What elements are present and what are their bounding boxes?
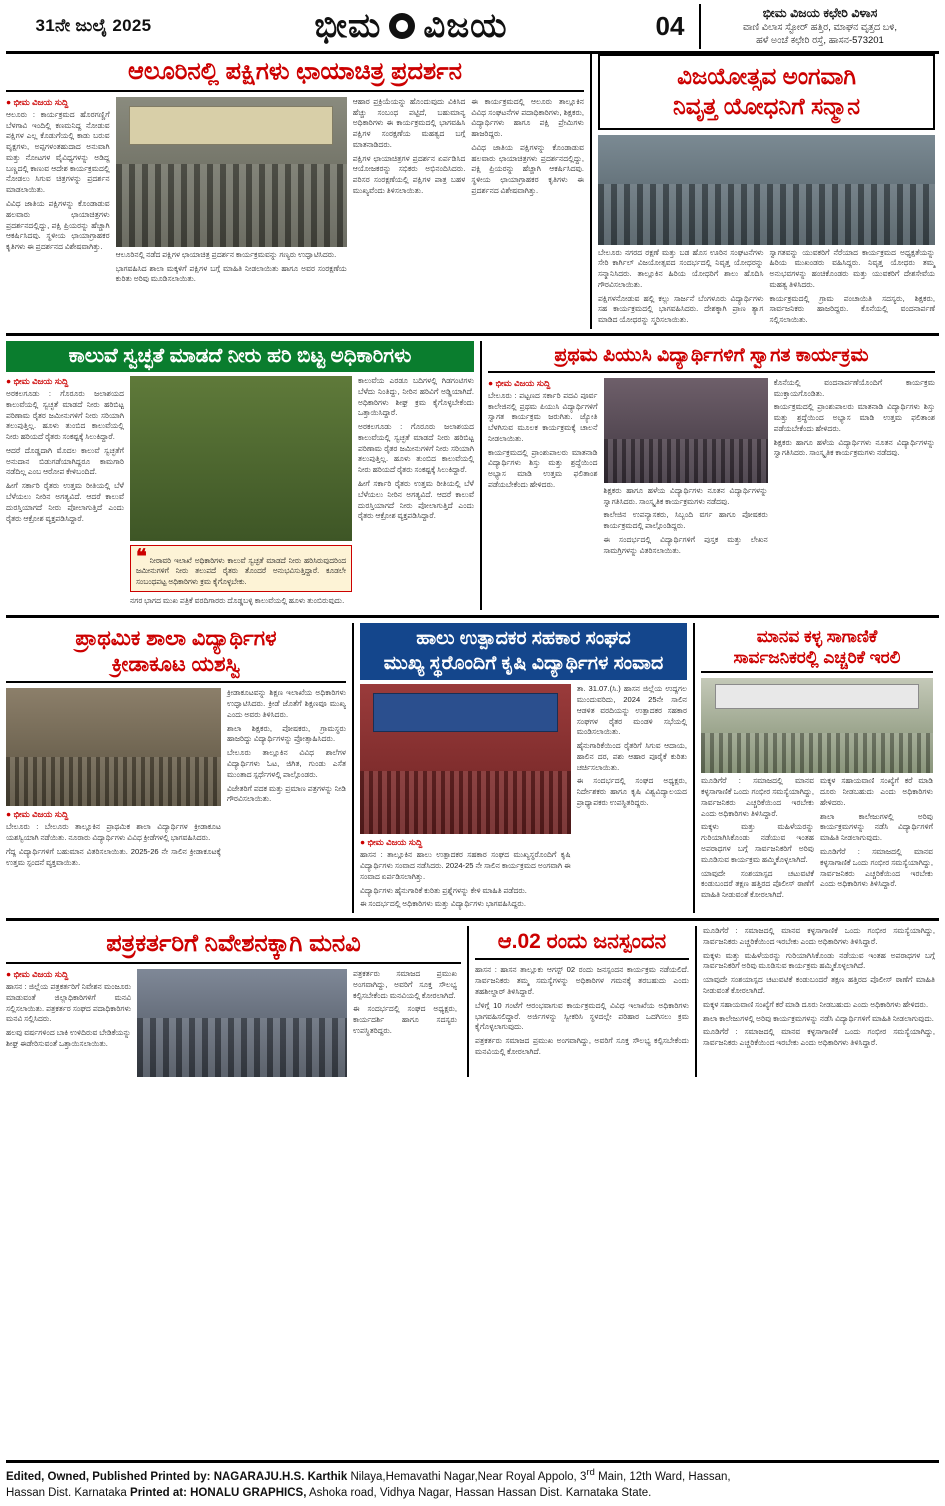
photo-awareness-banner (701, 678, 933, 773)
imprint-printer-name: HONALU GRAPHICS, (190, 1487, 307, 1500)
journalist-col-2 (137, 969, 347, 1077)
canal-para-1: ಅರಕಲಗೂಡು : ಗೊರೂರು ಜಲಾಶಯದ ಕಾಲುವೆಯಲ್ಲಿ ಸ್ವಚ್ಛತೆ ಮಾಡದೆ ನೀರು ಹರಿಬಿಟ್ಟ ಪರಿಣಾಮ ರೈತರ ಜಮೀನುಗಳಿಗೆ ನೀರು ಸರಿಯಾಗಿ ತಲುಪುತ್ತಿಲ್ಲ. ಹೂಳು ತುಂಬಿದ ಕಾಲುವೆಯಲ್ಲಿ ನೀರು ಹರಿಯದೆ ರೈತರು ಸಂಕಷ್ಟಕ್ಕೆ ಸಿಲುಕಿದ್ದಾರೆ. (6, 389, 124, 442)
janaspandana-para-1: ಹಾಸನ : ಹಾಸನ ತಾಲ್ಲೂಕು ಆಗಸ್ಟ್ 02 ರಂದು ಜನಸ್ಪಂದನ ಕಾರ್ಯಕ್ರಮ ನಡೆಯಲಿದೆ. ಸಾರ್ವಜನಿಕರು ತಮ್ಮ ಸಮಸ್ಯೆಗಳನ್ನು ಅಧಿಕಾರಿಗಳ ಗಮನಕ್ಕೆ ತರಬಹುದು ಎಂದು ತಹಶೀಲ್ದಾರ್ ತಿಳಿಸಿದ್ದಾರೆ. (475, 965, 689, 996)
imprint-printer-addr: Ashoka road, Vidhya Nagar, Hassan Hassan Dist. Karnataka State. (308, 1487, 652, 1500)
headline-veteran (598, 54, 935, 130)
journalist-para-2: ಹಲವು ವರ್ಷಗಳಿಂದ ಬಾಕಿ ಉಳಿದಿರುವ ಬೇಡಿಕೆಯನ್ನು ಶೀಘ್ರ ಈಡೇರಿಸುವಂತೆ ಒತ್ತಾಯಿಸಲಾಯಿತು. (6, 1028, 131, 1049)
para-4: ಆಹಾರ ಪ್ರಕ್ರಿಯೆಯನ್ನು ಹೊಂದುವುದು ವಿಕಿಸಿದ ಹೆಚ್ಚು ಸಂಬಂಧ ಪಟ್ಟಿದೆ, ಬಹುಮಾನ್ಯ ಅಧಿಕಾರಿಗಳು ಈ ಕಾರ್ಯಕ್ರಮದಲ್ಲಿ ಭಾಗವಹಿಸಿ ಪಕ್ಷಿಗಳ ಸಂರಕ್ಷಣೆಯ ಮಹತ್ವದ ಬಗ್ಗೆ ಮಾತನಾಡಿದರು. (352, 96, 466, 149)
dairy-para-4: ಹೈನುಗಾರಿಕೆಯಿಂದ ರೈತರಿಗೆ ಸಿಗುವ ಆದಾಯ, ಹಾಲಿನ ದರ, ಪಶು ಆಹಾರ ಪೂರೈಕೆ ಕುರಿತು ಚರ್ಚಿಸಲಾಯಿತು. (576, 741, 687, 772)
canal-col-3 (358, 376, 474, 610)
trafficking-continued (695, 926, 935, 1077)
row-top (6, 54, 939, 336)
page-number: 04 (655, 10, 685, 41)
story-janaspandana (467, 926, 689, 1077)
photo-school-sports-meet (6, 688, 221, 806)
story-col-2 (116, 97, 347, 288)
headline-veteran-line1: ವಿಜಯೋತ್ಸವ ಅಂಗವಾಗಿ (677, 62, 856, 89)
headline-dairy-line2: ಮುಖ್ಯ ಸ್ಥರೊಂದಿಗೆ ಕೃಷಿ ವಿದ್ಯಾರ್ಥಿಗಳ ಸಂವಾದ (383, 652, 664, 674)
photo-veteran-felicitation (598, 135, 935, 245)
row-middle (6, 336, 939, 618)
trafficking-col-2 (820, 776, 933, 904)
journalist-col-1 (6, 969, 131, 1077)
veteran-col-2 (770, 248, 936, 329)
imprint-published-by: Published Printed by: (92, 1470, 211, 1483)
story-human-trafficking (693, 623, 933, 913)
sports-para-5: ಬೇಲೂರು ತಾಲ್ಲೂಕಿನ ವಿವಿಧ ಶಾಲೆಗಳ ವಿದ್ಯಾರ್ಥಿಗಳು ಓಟ, ಜಿಗಿತ, ಗುಂಡು ಎಸೆತ ಮುಂತಾದ ಸ್ಪರ್ಧೆಗಳಲ್ಲಿ ಪಾಲ್ಗೊಂಡರು. (227, 748, 346, 779)
title-left: ಭೀಮ (314, 6, 382, 45)
journalist-para-4: ಈ ಸಂದರ್ಭದಲ್ಲಿ ಸಂಘದ ಅಧ್ಯಕ್ಷರು, ಕಾರ್ಯದರ್ಶಿ ಹಾಗೂ ಸದಸ್ಯರು ಉಪಸ್ಥಿತರಿದ್ದರು. (353, 1004, 457, 1036)
dairy-col-2 (577, 684, 687, 913)
imprint-addr-2: Nagar,Near Royal Appolo, 3 (443, 1470, 587, 1483)
sports-para-4: ಶಾಲಾ ಶಿಕ್ಷಕರು, ಪೋಷಕರು, ಗ್ರಾಮಸ್ಥರು ಹಾಜರಿದ್ದು ವಿದ್ಯಾರ್ಥಿಗಳನ್ನು ಪ್ರೋತ್ಸಾಹಿಸಿದರು. (227, 723, 346, 744)
publication-date: 31ನೇ ಜುಲೈ 2025 (35, 16, 152, 36)
masthead (6, 4, 939, 54)
trafficking-para-3: ಯಾವುದೇ ಸಂಶಯಾಸ್ಪದ ಚಟುವಟಿಕೆ ಕಂಡುಬಂದರೆ ತಕ್ಷಣ ಹತ್ತಿರದ ಪೊಲೀಸ್ ಠಾಣೆಗೆ ಮಾಹಿತಿ ನೀಡುವಂತೆ ಕೋರಲಾಗಿದೆ. (701, 868, 814, 900)
trafficking-para-4: ಮಕ್ಕಳ ಸಹಾಯವಾಣಿ ಸಂಖ್ಯೆಗೆ ಕರೆ ಮಾಡಿ ದೂರು ನೀಡಬಹುದು ಎಂದು ಅಧಿಕಾರಿಗಳು ಹೇಳಿದರು. (820, 776, 933, 807)
trafficking-text-cont (703, 926, 935, 1049)
body-text-3 (353, 97, 466, 197)
puc-para-2: ಕಾರ್ಯಕ್ರಮದಲ್ಲಿ ಪ್ರಾಂಶುಪಾಲರು ಮಾತನಾಡಿ ವಿದ್ಯಾರ್ಥಿಗಳು ಶಿಸ್ತು ಮತ್ತು ಶ್ರದ್ಧೆಯಿಂದ ಅಭ್ಯಾಸ ಮಾಡಿ ಉತ್ತಮ ಫಲಿತಾಂಶ ಪಡೆಯಬೇಕೆಂದು ಹೇಳಿದರು. (488, 447, 598, 489)
canal-para-5: ಅರಕಲಗೂಡು : ಗೊರೂರು ಜಲಾಶಯದ ಕಾಲುವೆಯಲ್ಲಿ ಸ್ವಚ್ಛತೆ ಮಾಡದೆ ನೀರು ಹರಿಬಿಟ್ಟ ಪರಿಣಾಮ ರೈತರ ಜಮೀನುಗಳಿಗೆ ನೀರು ಸರಿಯಾಗಿ ತಲುಪುತ್ತಿಲ್ಲ. ಹೂಳು ತುಂಬಿದ ಕಾಲುವೆಯಲ್ಲಿ ನೀರು ಹರಿಯದೆ ರೈತರು ಸಂಕಷ್ಟಕ್ಕೆ ಸಿಲುಕಿದ್ದಾರೆ. (358, 422, 474, 475)
imprint-dist: Hassan Dist. (6, 1487, 72, 1500)
canal-text-2 (358, 376, 474, 522)
veteran-para-3: ಸ್ವಾಗತವನ್ನು ಯುವಕರಿಗೆ ನೆರೆಯಾದ ಕಾರ್ಯಕ್ರಮದ ಅಧ್ಯಕ್ಷತೆಯನ್ನು ಹಿರಿಯ ಮುಖಂಡರು ವಹಿಸಿದ್ದರು. ನಿವೃತ್ತ ಯೋಧರು ತಮ್ಮ ಅನುಭವಗಳನ್ನು ಹಂಚಿಕೊಂಡರು ಮತ್ತು ಯುವಕರಿಗೆ ದೇಶಸೇವೆಯ ಮಹತ್ವ ತಿಳಿಸಿದರು. (769, 247, 935, 289)
headline-journalist: ಪತ್ರಕರ್ತರಿಗೆ ನಿವೇಶನಕ್ಕಾಗಿ ಮನವಿ (6, 926, 461, 964)
puc-para-8: ಶಿಕ್ಷಕರು ಹಾಗೂ ಹಳೆಯ ವಿದ್ಯಾರ್ಥಿಗಳು ನೂತನ ವಿದ್ಯಾರ್ಥಿಗಳನ್ನು ಸ್ವಾಗತಿಸಿದರು. ಸಾಂಸ್ಕೃತಿಕ ಕಾರ್ಯಕ್ರಮಗಳು ನಡೆದವು. (773, 437, 936, 458)
imprint-line-1 (6, 1466, 939, 1486)
janaspandana-para-2: ಬೆಳಿಗ್ಗೆ 10 ಗಂಟೆಗೆ ಆರಂಭವಾಗುವ ಕಾರ್ಯಕ್ರಮದಲ್ಲಿ ವಿವಿಧ ಇಲಾಖೆಯ ಅಧಿಕಾರಿಗಳು ಭಾಗವಹಿಸಲಿದ್ದಾರೆ. ಅರ್ಜಿಗಳನ್ನು ಸ್ವೀಕರಿಸಿ ಸ್ಥಳದಲ್ಲೇ ಪರಿಹಾರ ಒದಗಿಸಲು ಕ್ರಮ ಕೈಗೊಳ್ಳಲಾಗುವುದು. (475, 1000, 689, 1032)
puc-para-1: ಬೇಲೂರು : ಪಟ್ಟಣದ ಸರ್ಕಾರಿ ಪದವಿ ಪೂರ್ವ ಕಾಲೇಜಿನಲ್ಲಿ ಪ್ರಥಮ ಪಿಯುಸಿ ವಿದ್ಯಾರ್ಥಿಗಳಿಗೆ ಸ್ವಾಗತ ಕಾರ್ಯಕ್ರಮ ಜರುಗಿತು. ಜ್ಯೋತಿ ಬೆಳಗಿಸುವ ಮೂಲಕ ಕಾರ್ಯಕ್ರಮಕ್ಕೆ ಚಾಲನೆ ನೀಡಲಾಯಿತು. (488, 390, 598, 443)
story-dairy-dialogue (352, 623, 687, 913)
dairy-people-silhouettes (360, 771, 571, 834)
pull-quote-text: ನೀರಾವರಿ ಇಲಾಖೆ ಅಧಿಕಾರಿಗಳು ಕಾಲುವೆ ಸ್ವಚ್ಛತೆ ಮಾಡದೆ ನೀರು ಹರಿಸಿರುವುದರಿಂದ ಜಮೀನುಗಳಿಗೆ ನೀರು ತಲುಪದೆ ರೈತರು ತೊಂದರೆ ಅನುಭವಿಸುತ್ತಿದ್ದಾರೆ. ಕೂಡಲೇ ಸಂಬಂಧಪಟ್ಟ ಅಧಿಕಾರಿಗಳು ಕ್ರಮ ಕೈಗೊಳ್ಳಬೇಕು. (136, 556, 347, 586)
dairy-para-3: ತಾ. 31.07.(ಸಿ.) ಹಾಸನ ಜಿಲ್ಲೆಯ ಉದ್ದಗಲ ಮುಂದುವರಿದು, 2024 25ನೇ ಸಾಲಿನ ಆಡಳಿತ ವರದಿಯನ್ನು ಉತ್ಪಾದಕರ ಸಹಕಾರ ಸಂಘಗಳ ರೈತರ ಮಂಡಳಿ ಸಭೆಯಲ್ಲಿ ಮಂಡಿಸಲಾಯಿತು. (576, 684, 687, 737)
story-puc-welcome (480, 341, 935, 610)
puc-text-2 (604, 486, 768, 557)
puc-text-3 (774, 378, 935, 459)
trafficking-para-2: ಮಕ್ಕಳು ಮತ್ತು ಮಹಿಳೆಯರನ್ನು ಗುರಿಯಾಗಿಸಿಕೊಂಡು ನಡೆಯುವ ಇಂತಹ ಅಪರಾಧಗಳ ಬಗ್ಗೆ ಸಾರ್ವಜನಿಕರಿಗೆ ಅರಿವು ಮೂಡಿಸುವ ಕಾರ್ಯಕ್ರಮ ಹಮ್ಮಿಕೊಳ್ಳಲಾಗಿದೆ. (701, 822, 814, 864)
veteran-para-1: ಬೇಲೂರು ನಗರದ ರಕ್ಷಣೆ ಮತ್ತು ಬಡ ಹೊಸ ಊರಿನ ಸಂಘಟನೆಗಳು ಸೇರಿ ಕಾರ್ಗಿಲ್ ವಿಜಯೋತ್ಸವದ ಸಂದರ್ಭದಲ್ಲಿ ನಿವೃತ್ತ ಯೋಧರನ್ನು ಸನ್ಮಾನಿಸಿದರು. ತಾಲ್ಲೂಕಿನ ಹಿರಿಯ ಯೋಧರಿಗೆ ಶಾಲು ಹೊದಿಸಿ ಗೌರವಿಸಲಾಯಿತು. (598, 247, 764, 289)
photo-canal-overgrown (130, 376, 352, 541)
awareness-people-silhouettes (701, 733, 933, 773)
imprint-edited-owned: Edited, Owned, (6, 1470, 90, 1483)
sports-para-6: ವಿಜೇತರಿಗೆ ಪದಕ ಮತ್ತು ಪ್ರಮಾಣ ಪತ್ರಗಳನ್ನು ನೀಡಿ ಗೌರವಿಸಲಾಯಿತು. (227, 783, 346, 804)
puc-text-1 (488, 391, 598, 491)
body-text-2 (116, 250, 347, 285)
sports-byline: ● ಭೀಮ ವಿಜಯ ಸುದ್ದಿ (6, 809, 69, 820)
dairy-photo-caption: ಈ ಸಂದರ್ಭದಲ್ಲಿ ಅಧಿಕಾರಿಗಳು ಮತ್ತು ವಿದ್ಯಾರ್ಥಿಗಳು ಭಾಗವಹಿಸಿದ್ದರು. (360, 899, 526, 909)
headline-dairy-line1: ಹಾಲು ಉತ್ಪಾದಕರ ಸಹಕಾರ ಸಂಘದ (416, 627, 631, 649)
trafficking-cont-para-4: ಮಕ್ಕಳ ಸಹಾಯವಾಣಿ ಸಂಖ್ಯೆಗೆ ಕರೆ ಮಾಡಿ ದೂರು ನೀಡಬಹುದು ಎಂದು ಅಧಿಕಾರಿಗಳು ಹೇಳಿದರು. (703, 999, 929, 1009)
canal-para-4: ಕಾಲುವೆಯ ಎರಡೂ ಬದಿಗಳಲ್ಲಿ ಗಿಡಗಂಟಿಗಳು ಬೆಳೆದು ನಿಂತಿದ್ದು, ನೀರಿನ ಹರಿವಿಗೆ ಅಡ್ಡಿಯಾಗಿದೆ. ಅಧಿಕಾರಿಗಳು ಶೀಘ್ರ ಕ್ರಮ ಕೈಗೊಳ್ಳಬೇಕೆಂದು ಒತ್ತಾಯಿಸಿದ್ದಾರೆ. (358, 376, 474, 418)
trafficking-cont-para-3: ಯಾವುದೇ ಸಂಶಯಾಸ್ಪದ ಚಟುವಟಿಕೆ ಕಂಡುಬಂದರೆ ತಕ್ಷಣ ಹತ್ತಿರದ ಪೊಲೀಸ್ ಠಾಣೆಗೆ ಮಾಹಿತಿ ನೀಡುವಂತೆ ಕೋರಲಾಗಿದೆ. (703, 975, 935, 996)
row-four (6, 921, 939, 1077)
headline-sports-line1: ಪ್ರಾಥಮಿಕ ಶಾಲಾ ವಿದ್ಯಾರ್ಥಿಗಳ (75, 626, 277, 650)
para-3: ಭಾಗವಹಿಸಿದ ಶಾಲಾ ಮಕ್ಕಳಿಗೆ ಪಕ್ಷಿಗಳ ಬಗ್ಗೆ ಮಾಹಿತಿ ನೀಡಲಾಯಿತು ಹಾಗೂ ಅವರ ಸಂರಕ್ಷಣೆಯ ಕುರಿತು ಅರಿವು ಮೂಡಿಸಲಾಯಿತು. (115, 263, 347, 284)
journalist-byline: ● ಭೀಮ ವಿಜಯ ಸುದ್ದಿ (6, 969, 69, 980)
canal-photo-caption: ನಗರ ಭಾಗದ ಮುಖ ಪತ್ರಿಕೆ ವರದಿಗಾರರು ದೊಡ್ಡಬಳ್ಳಿ ಕಾಲುವೆಯಲ್ಲಿ ಹೂಳು ತುಂಬಿರುವುದು. (130, 596, 345, 606)
dairy-text-1 (360, 850, 571, 910)
puc-people-silhouettes (604, 439, 768, 483)
dairy-byline: ● ಭೀಮ ವಿಜಯ ಸುದ್ದಿ (360, 837, 423, 848)
sports-para-2: ಗೆದ್ದ ವಿದ್ಯಾರ್ಥಿಗಳಿಗೆ ಬಹುಮಾನ ವಿತರಿಸಲಾಯಿತು. 2025-26 ನೇ ಸಾಲಿನ ಕ್ರೀಡಾಕೂಟಕ್ಕೆ ಉತ್ತಮ ಸ್ಪಂದನೆ ವ್ಯಕ್ತವಾಯಿತು. (6, 846, 221, 867)
story-canal-water (6, 341, 474, 610)
sports-para-3: ಕ್ರೀಡಾಕೂಟವನ್ನು ಶಿಕ್ಷಣ ಇಲಾಖೆಯ ಅಧಿಕಾರಿಗಳು ಉದ್ಘಾಟಿಸಿದರು. ಕ್ರೀಡೆ ಜೊತೆಗೆ ಶಿಕ್ಷಣವೂ ಮುಖ್ಯ ಎಂದು ಅವರು ತಿಳಿಸಿದರು. (227, 688, 346, 719)
canal-col-2 (130, 376, 352, 610)
sports-col-2 (227, 688, 346, 871)
audience-silhouettes (116, 164, 347, 247)
story-journalist-site (6, 926, 461, 1077)
canal-byline: ● ಭೀಮ ವಿಜಯ ಸುದ್ದಿ (6, 376, 69, 386)
sports-para-1: ಬೇಲೂರು : ಬೇಲೂರು ತಾಲ್ಲೂಕಿನ ಪ್ರಾಥಮಿಕ ಶಾಲಾ ವಿದ್ಯಾರ್ಥಿಗಳ ಕ್ರೀಡಾಕೂಟ ಯಶಸ್ವಿಯಾಗಿ ನಡೆಯಿತು. ನೂರಾರು ವಿದ್ಯಾರ್ಥಿಗಳು ವಿವಿಧ ಕ್ರೀಡೆಗಳಲ್ಲಿ ಭಾಗವಹಿಸಿದರು. (6, 822, 221, 843)
headline-canal: ಕಾಲುವೆ ಸ್ವಚ್ಛತೆ ಮಾಡದೆ ನೀರು ಹರಿ ಬಿಟ್ಟ ಅಧಿಕಾರಿಗಳು (6, 341, 474, 372)
body-text-4 (471, 97, 584, 197)
veteran-para-2: ಪಕ್ಷಿಗಳನೋಡುವ ಹಲ್ಲಿ ಕಲ್ಲು ಸಾರ್ಜನೆ ಬೆಂಗಳೂರು ವಿದ್ಯಾರ್ಥಿಗಳು ಸಹ ಕಾರ್ಯಕ್ರಮದಲ್ಲಿ ಭಾಗವಹಿಸಿದರು. ದೇಶಕ್ಕಾಗಿ ಪ್ರಾಣ ತ್ಯಾಗ ಮಾಡಿದ ಯೋಧರನ್ನು ಸ್ಮರಿಸಲಾಯಿತು. (598, 293, 764, 325)
trafficking-cont-para-2: ಮಕ್ಕಳು ಮತ್ತು ಮಹಿಳೆಯರನ್ನು ಗುರಿಯಾಗಿಸಿಕೊಂಡು ನಡೆಯುವ ಇಂತಹ ಅಪರಾಧಗಳ ಬಗ್ಗೆ ಸಾರ್ವಜನಿಕರಿಗೆ ಅರಿವು ಮೂಡಿಸುವ ಕಾರ್ಯಕ್ರಮ ಹಮ್ಮಿಕೊಳ್ಳಲಾಗಿದೆ. (703, 950, 935, 971)
quote-mark-icon: ❝ (136, 546, 147, 568)
title-right: ವಿಜಯ (423, 6, 508, 45)
trafficking-cont-para-6: ಮೂಡಿಗೆರೆ : ಸಮಾಜದಲ್ಲಿ ಮಾನವ ಕಳ್ಳಸಾಗಾಣಿಕೆ ಒಂದು ಗಂಭೀರ ಸಮಸ್ಯೆಯಾಗಿದ್ದು, ಸಾರ್ವಜನಿಕರು ಎಚ್ಚರಿಕೆಯಿಂದ ಇರಬೇಕು ಎಂದು ಅಧಿಕಾರಿಗಳು ತಿಳಿಸಿದ್ದಾರೆ. (703, 1027, 935, 1048)
pull-quote (130, 545, 352, 592)
stage-banner (129, 106, 332, 145)
logo-icon (389, 13, 415, 39)
dairy-para-1: ಹಾಸನ : ತಾಲ್ಲೂಕಿನ ಹಾಲು ಉತ್ಪಾದಕರ ಸಹಕಾರ ಸಂಘದ ಮುಖ್ಯಸ್ಥರೊಂದಿಗೆ ಕೃಷಿ ವಿದ್ಯಾರ್ಥಿಗಳು ಸಂವಾದ ನಡೆಸಿದರು. 2024-25 ನೇ ಸಾಲಿನ ಕಾರ್ಯಕ್ರಮದ ಅಂಗವಾಗಿ ಈ ಸಂವಾದ ಏರ್ಪಡಿಸಲಾಗಿತ್ತು. (360, 850, 571, 881)
photo-journalists-memorandum (137, 969, 347, 1077)
headline-sports (6, 623, 346, 684)
janaspandana-text (475, 965, 689, 1057)
puc-col-3 (774, 378, 935, 560)
story-veteran-felicitation (590, 54, 935, 329)
office-address-line3: ಹಳೆ ಅಂಚೆ ಕಛೇರಿ ರಸ್ತೆ, ಹಾಸನ-573201 (756, 34, 884, 46)
office-address (699, 4, 939, 49)
imprint-printed-at-label: Printed at: (130, 1487, 187, 1500)
body-text-1 (6, 110, 110, 253)
photo-puc-welcome-lamp (604, 378, 768, 483)
journalist-text-2 (353, 969, 457, 1037)
canal-para-3: ಹೀಗೆ ಸರ್ಕಾರಿ ರೈತರು ಉತ್ತಮ ರೀತಿಯಲ್ಲಿ ಬೆಳೆ ಬೆಳೆಯಲು ನೀರಿನ ಅಗತ್ಯವಿದೆ. ಆದರೆ ಕಾಲುವೆ ದುರಸ್ತಿಯಾಗದೆ ನೀರು ಪೋಲಾಗುತ್ತಿದೆ ಎಂದು ರೈತರು ಆಕ್ರೋಶ ವ್ಯಕ್ತಪಡಿಸಿದ್ದಾರೆ. (6, 481, 124, 523)
office-address-title: ಭೀಮ ವಿಜಯ ಕಛೇರಿ ವಿಳಾಸ (762, 6, 878, 20)
headline-bird-exhibition: ಆಲೂರಿನಲ್ಲಿ ಪಕ್ಷಿಗಳು ಛಾಯಾಚಿತ್ರ ಪ್ರದರ್ಶನ (6, 54, 584, 92)
trafficking-para-5: ಶಾಲಾ ಕಾಲೇಜುಗಳಲ್ಲಿ ಅರಿವು ಕಾರ್ಯಕ್ರಮಗಳನ್ನು ನಡೆಸಿ ವಿದ್ಯಾರ್ಥಿಗಳಿಗೆ ಮಾಹಿತಿ ನೀಡಲಾಗುವುದು. (820, 811, 933, 843)
para-6: ಈ ಕಾರ್ಯಕ್ರಮದಲ್ಲಿ ಆಲೂರು ತಾಲ್ಲೂಕಿನ ವಿವಿಧ ಸಂಘಟನೆಗಳ ಪದಾಧಿಕಾರಿಗಳು, ಶಿಕ್ಷಕರು, ವಿದ್ಯಾರ್ಥಿಗಳು ಹಾಗೂ ಪಕ್ಷಿ ಪ್ರೇಮಿಗಳು ಹಾಜರಿದ್ದರು. (471, 96, 584, 139)
puc-col-1 (488, 378, 598, 560)
canal-para-2: ಆದರೆ ದೊಡ್ಡದಾಗಿ ಮೊದಲ ಕಾಲುವೆ ಸ್ವಚ್ಛತೆಗೆ ಅನುದಾನ ಬಿಡುಗಡೆಯಾಗಿದ್ದರೂ ಕಾಮಗಾರಿ ನಡೆದಿಲ್ಲ ಎಂಬ ಆರೋಪ ಕೇಳಿಬಂದಿದೆ. (6, 445, 124, 477)
imprint-publisher-name: NAGARAJU.H.S. Karthik (213, 1470, 348, 1483)
trafficking-col-1 (701, 776, 814, 904)
para-2: ವಿವಿಧ ಜಾತಿಯ ಪಕ್ಷಿಗಳನ್ನು ಕೊಂಡಾಡುವ ಹಲವಾರು ಛಾಯಾಚಿತ್ರಗಳು ಪ್ರದರ್ಶನದಲ್ಲಿದ್ದು, ಪಕ್ಷಿ ಪ್ರಿಯರನ್ನು ಹೆಚ್ಚಾಗಿ ಆಕರ್ಷಿಸಿದವು. ಸ್ಥಳೀಯ ಛಾಯಾಗ್ರಾಹಕರ ಕೃತಿಗಳು ಈ ಪ್ರದರ್ಶನದ ವಿಶೇಷವಾಗಿತ್ತು. (6, 199, 110, 252)
puc-para-6: ಕೊನೆಯಲ್ಲಿ ವಂದನಾರ್ಪಣೆಯೊಂದಿಗೆ ಕಾರ್ಯಕ್ರಮ ಮುಕ್ತಾಯಗೊಂಡಿತು. (773, 377, 936, 398)
office-address-line2: ವಾಣಿ ವಿಲಾಸ ಸ್ಟೋರ್ ಹತ್ತಿರ, ಮಾಘನ ವೃತ್ತದ ಬಳಿ, (742, 22, 898, 33)
sports-text-2 (227, 688, 346, 805)
puc-para-3: ಶಿಕ್ಷಕರು ಹಾಗೂ ಹಳೆಯ ವಿದ್ಯಾರ್ಥಿಗಳು ನೂತನ ವಿದ್ಯಾರ್ಥಿಗಳನ್ನು ಸ್ವಾಗತಿಸಿದರು. ಸಾಂಸ್ಕೃತಿಕ ಕಾರ್ಯಕ್ರಮಗಳು ನಡೆದವು. (603, 485, 768, 506)
journalist-para-3: ಪತ್ರಕರ್ತರು ಸಮಾಜದ ಪ್ರಮುಖ ಅಂಗವಾಗಿದ್ದು, ಅವರಿಗೆ ಸೂಕ್ತ ಸೌಲಭ್ಯ ಕಲ್ಪಿಸಬೇಕೆಂದು ಮನವಿಯಲ್ಲಿ ಕೋರಲಾಗಿದೆ. (353, 969, 457, 1000)
imprint-addr-3: Main, 12th Ward, Hassan, (594, 1470, 731, 1483)
trafficking-cont-para-1: ಮೂಡಿಗೆರೆ : ಸಮಾಜದಲ್ಲಿ ಮಾನವ ಕಳ್ಳಸಾಗಾಣಿಕೆ ಒಂದು ಗಂಭೀರ ಸಮಸ್ಯೆಯಾಗಿದ್ದು, ಸಾರ್ವಜನಿಕರು ಎಚ್ಚರಿಕೆಯಿಂದ ಇರಬೇಕು ಎಂದು ಅಧಿಕಾರಿಗಳು ತಿಳಿಸಿದ್ದಾರೆ. (703, 926, 935, 946)
imprint-ordinal: rd (586, 1466, 595, 1478)
canal-text-1 (6, 389, 124, 524)
puc-para-4: ಕಾಲೇಜಿನ ಉಪನ್ಯಾಸಕರು, ಸಿಬ್ಬಂದಿ ವರ್ಗ ಹಾಗೂ ಪೋಷಕರು ಕಾರ್ಯಕ್ರಮದಲ್ಲಿ ಪಾಲ್ಗೊಂಡಿದ್ದರು. (603, 510, 768, 531)
awareness-poster (715, 684, 919, 709)
photo-dairy-students-meeting (360, 684, 571, 834)
story-bird-exhibition (6, 54, 584, 329)
canal-para-6: ಹೀಗೆ ಸರ್ಕಾರಿ ರೈತರು ಉತ್ತಮ ರೀತಿಯಲ್ಲಿ ಬೆಳೆ ಬೆಳೆಯಲು ನೀರಿನ ಅಗತ್ಯವಿದೆ. ಆದರೆ ಕಾಲುವೆ ದುರಸ್ತಿಯಾಗದೆ ನೀರು ಪೋಲಾಗುತ್ತಿದೆ ಎಂದು ರೈತರು ಆಕ್ರೋಶ ವ್ಯಕ್ತಪಡಿಸಿದ್ದಾರೆ. (358, 479, 474, 521)
headline-trafficking-line1: ಮಾನವ ಕಳ್ಳ ಸಾಗಾಣಿಕೆ (756, 626, 878, 646)
journalist-para-1: ಹಾಸನ : ಜಿಲ್ಲೆಯ ಪತ್ರಕರ್ತರಿಗೆ ನಿವೇಶನ ಮಂಜೂರು ಮಾಡುವಂತೆ ಜಿಲ್ಲಾಧಿಕಾರಿಗಳಿಗೆ ಮನವಿ ಸಲ್ಲಿಸಲಾಯಿತು. ಪತ್ರಕರ್ತರ ಸಂಘದ ಪದಾಧಿಕಾರಿಗಳು ಮನವಿ ಸಲ್ಲಿಸಿದರು. (6, 982, 131, 1024)
trafficking-cont-para-5: ಶಾಲಾ ಕಾಲೇಜುಗಳಲ್ಲಿ ಅರಿವು ಕಾರ್ಯಕ್ರಮಗಳನ್ನು ನಡೆಸಿ ವಿದ್ಯಾರ್ಥಿಗಳಿಗೆ ಮಾಹಿತಿ ನೀಡಲಾಗುವುದು. (703, 1013, 934, 1023)
row-three (6, 618, 939, 921)
sports-text-1 (6, 822, 221, 868)
photo-bird-exhibition-hall (116, 97, 347, 247)
veteran-col-1 (598, 248, 764, 329)
headline-janaspandana: ಆ.02 ರಂದು ಜನಸ್ಪಂದನ (475, 926, 689, 960)
imprint-footer (6, 1460, 939, 1502)
imprint-state: Karnataka (74, 1487, 127, 1500)
janaspandana-para-3: ಪತ್ರಕರ್ತರು ಸಮಾಜದ ಪ್ರಮುಖ ಅಂಗವಾಗಿದ್ದು, ಅವರಿಗೆ ಸೂಕ್ತ ಸೌಲಭ್ಯ ಕಲ್ಪಿಸಬೇಕೆಂದು ಮನವಿಯಲ್ಲಿ ಕೋರಲಾಗಿದೆ. (475, 1036, 689, 1056)
imprint-addr-1: Nilaya,Hemavathi (350, 1470, 441, 1483)
story-col-4 (471, 97, 584, 288)
journalist-col-3 (353, 969, 457, 1077)
puc-para-5: ಈ ಸಂದರ್ಭದಲ್ಲಿ ವಿದ್ಯಾರ್ಥಿಗಳಿಗೆ ಪುಸ್ತಕ ಮತ್ತು ಲೇಖನ ಸಾಮಗ್ರಿಗಳನ್ನು ವಿತರಿಸಲಾಯಿತು. (603, 534, 768, 555)
headline-puc: ಪ್ರಥಮ ಪಿಯುಸಿ ವಿದ್ಯಾರ್ಥಿಗಳಿಗೆ ಸ್ವಾಗತ ಕಾರ್ಯಕ್ರಮ (488, 341, 935, 373)
headline-sports-line2: ಕ್ರೀಡಾಕೂಟ ಯಶಸ್ವಿ (111, 653, 241, 677)
puc-col-2 (604, 378, 768, 560)
puc-byline: ● ಭೀಮ ವಿಜಯ ಸುದ್ದಿ (488, 377, 551, 388)
para-1: ಆಲೂರು : ಕಾರ್ಯಕ್ರಮದ ಹೊರಗಣ್ಣಿಗೆ ಬೆಳಗಾವಿ ಇಂದಿಲ್ಲಿ ಕಣಮನಿದ್ದ ನೋಡುವ ಪಕ್ಷಿಗಳ ಎಲ್ಲ ಕೊಡುಗೆಯಲ್ಲಿ ಕಾಡು ಬರುವ ವೃಕ್ಷಗಳು, ಅಪ್ಪಗಳಂತಹುದಾದ ಅನುವಾಗಿ ಮತ್ತು ನೋಟಗಳ ವೈವಿಧ್ಯಗಳನ್ನು ಅಡಿದ್ದ ಬಣ್ಣದಲ್ಲಿ ಕಾಣುವ ಆದೇಶ ಕಾರ್ಯಕ್ರಮದಲ್ಲಿ ನೋಡಲು ಸಿಗುವ ಚಿತ್ರಗಳನ್ನು ಪ್ರದರ್ಶನ ಮಾಡಲಾಯಿತು. (6, 109, 110, 195)
canal-col-1 (6, 376, 124, 610)
group-silhouettes (598, 184, 935, 245)
story-col-3 (353, 97, 466, 288)
trafficking-para-6: ಮೂಡಿಗೆರೆ : ಸಮಾಜದಲ್ಲಿ ಮಾನವ ಕಳ್ಳಸಾಗಾಣಿಕೆ ಒಂದು ಗಂಭೀರ ಸಮಸ್ಯೆಯಾಗಿದ್ದು, ಸಾರ್ವಜನಿಕರು ಎಚ್ಚರಿಕೆಯಿಂದ ಇರಬೇಕು ಎಂದು ಅಧಿಕಾರಿಗಳು ತಿಳಿಸಿದ್ದಾರೆ. (820, 847, 933, 889)
headline-dairy (360, 623, 687, 680)
headline-trafficking (701, 623, 933, 674)
dairy-para-2: ವಿದ್ಯಾರ್ಥಿಗಳು ಹೈನುಗಾರಿಕೆ ಕುರಿತು ಪ್ರಶ್ನೆಗಳನ್ನು ಕೇಳಿ ಮಾಹಿತಿ ಪಡೆದರು. (360, 885, 527, 895)
sports-col-1 (6, 688, 221, 871)
dairy-text-2 (577, 684, 687, 809)
story-school-sports (6, 623, 346, 913)
dairy-col-1 (360, 684, 571, 913)
photo-caption: ಆಲೂರಿನಲ್ಲಿ ನಡೆದ ಪಕ್ಷಿಗಳ ಛಾಯಾಚಿತ್ರ ಪ್ರದರ್ಶನ ಕಾರ್ಯಕ್ರಮವನ್ನು ಗಣ್ಯರು ಉದ್ಘಾಟಿಸಿದರು. (115, 249, 337, 259)
newspaper-title (181, 4, 641, 49)
puc-para-7: ಕಾರ್ಯಕ್ರಮದಲ್ಲಿ ಪ್ರಾಂಶುಪಾಲರು ಮಾತನಾಡಿ ವಿದ್ಯಾರ್ಥಿಗಳು ಶಿಸ್ತು ಮತ್ತು ಶ್ರದ್ಧೆಯಿಂದ ಅಭ್ಯಾಸ ಮಾಡಿ ಉತ್ತಮ ಫಲಿತಾಂಶ ಪಡೆಯಬೇಕೆಂದು ಹೇಳಿದರು. (773, 402, 936, 433)
veteran-para-4: ಕಾರ್ಯಕ್ರಮದಲ್ಲಿ ಗ್ರಾಮ ಪಂಚಾಯಿತಿ ಸದಸ್ಯರು, ಶಿಕ್ಷಕರು, ಸಾರ್ವಜನಿಕರು ಹಾಜರಿದ್ದರು. ಕೊನೆಯಲ್ಲಿ ವಂದನಾರ್ಪಣೆ ಸಲ್ಲಿಸಲಾಯಿತು. (769, 293, 935, 325)
para-5: ಪಕ್ಷಿಗಳ ಛಾಯಾಚಿತ್ರಗಳ ಪ್ರದರ್ಶನ ಏರ್ಪಡಿಸಿದ ಆಯೋಜಕರನ್ನು ಸಭಿಕರು ಅಭಿನಂದಿಸಿದರು. ಪರಿಸರ ಸಂರಕ್ಷಣೆಯಲ್ಲಿ ಪಕ್ಷಿಗಳ ಪಾತ್ರ ಬಹಳ ಮುಖ್ಯವೆಂದು ತಿಳಿಸಲಾಯಿತು. (352, 153, 466, 195)
headline-veteran-line2: ನಿವೃತ್ತ ಯೋಧನಿಗೆ ಸನ್ಮಾನ (673, 92, 860, 119)
headline-trafficking-line2: ಸಾರ್ವಜನಿಕರಲ್ಲಿ ಎಚ್ಚರಿಕೆ ಇರಲಿ (733, 648, 901, 668)
sports-people-silhouettes (6, 757, 221, 807)
trafficking-para-1: ಮೂಡಿಗೆರೆ : ಸಮಾಜದಲ್ಲಿ ಮಾನವ ಕಳ್ಳಸಾಗಾಣಿಕೆ ಒಂದು ಗಂಭೀರ ಸಮಸ್ಯೆಯಾಗಿದ್ದು, ಸಾರ್ವಜನಿಕರು ಎಚ್ಚರಿಕೆಯಿಂದ ಇರಬೇಕು ಎಂದು ಅಧಿಕಾರಿಗಳು ತಿಳಿಸಿದ್ದಾರೆ. (701, 776, 814, 818)
journalist-text-1 (6, 982, 131, 1050)
para-7: ವಿವಿಧ ಜಾತಿಯ ಪಕ್ಷಿಗಳನ್ನು ಕೊಂಡಾಡುವ ಹಲವಾರು ಛಾಯಾಚಿತ್ರಗಳು ಪ್ರದರ್ಶನದಲ್ಲಿದ್ದು, ಪಕ್ಷಿ ಪ್ರಿಯರನ್ನು ಹೆಚ್ಚಾಗಿ ಆಕರ್ಷಿಸಿದವು. ಸ್ಥಳೀಯ ಛಾಯಾಗ್ರಾಹಕರ ಕೃತಿಗಳು ಈ ಪ್ರದರ್ಶನದ ವಿಶೇಷವಾಗಿತ್ತು. (471, 142, 584, 195)
dairy-para-5: ಈ ಸಂದರ್ಭದಲ್ಲಿ ಸಂಘದ ಅಧ್ಯಕ್ಷರು, ನಿರ್ದೇಶಕರು ಹಾಗೂ ಕೃಷಿ ವಿಶ್ವವಿದ್ಯಾಲಯದ ಪ್ರಾಧ್ಯಾಪಕರು ಉಪಸ್ಥಿತರಿದ್ದರು. (576, 776, 687, 808)
dairy-banner (373, 693, 558, 732)
canal-caption-wrap (130, 596, 352, 607)
journalist-people-silhouettes (137, 1018, 347, 1077)
byline: ● ಭೀಮ ವಿಜಯ ಸುದ್ದಿ (6, 96, 69, 107)
imprint-line-2 (6, 1485, 939, 1502)
story-col-1 (6, 97, 110, 288)
